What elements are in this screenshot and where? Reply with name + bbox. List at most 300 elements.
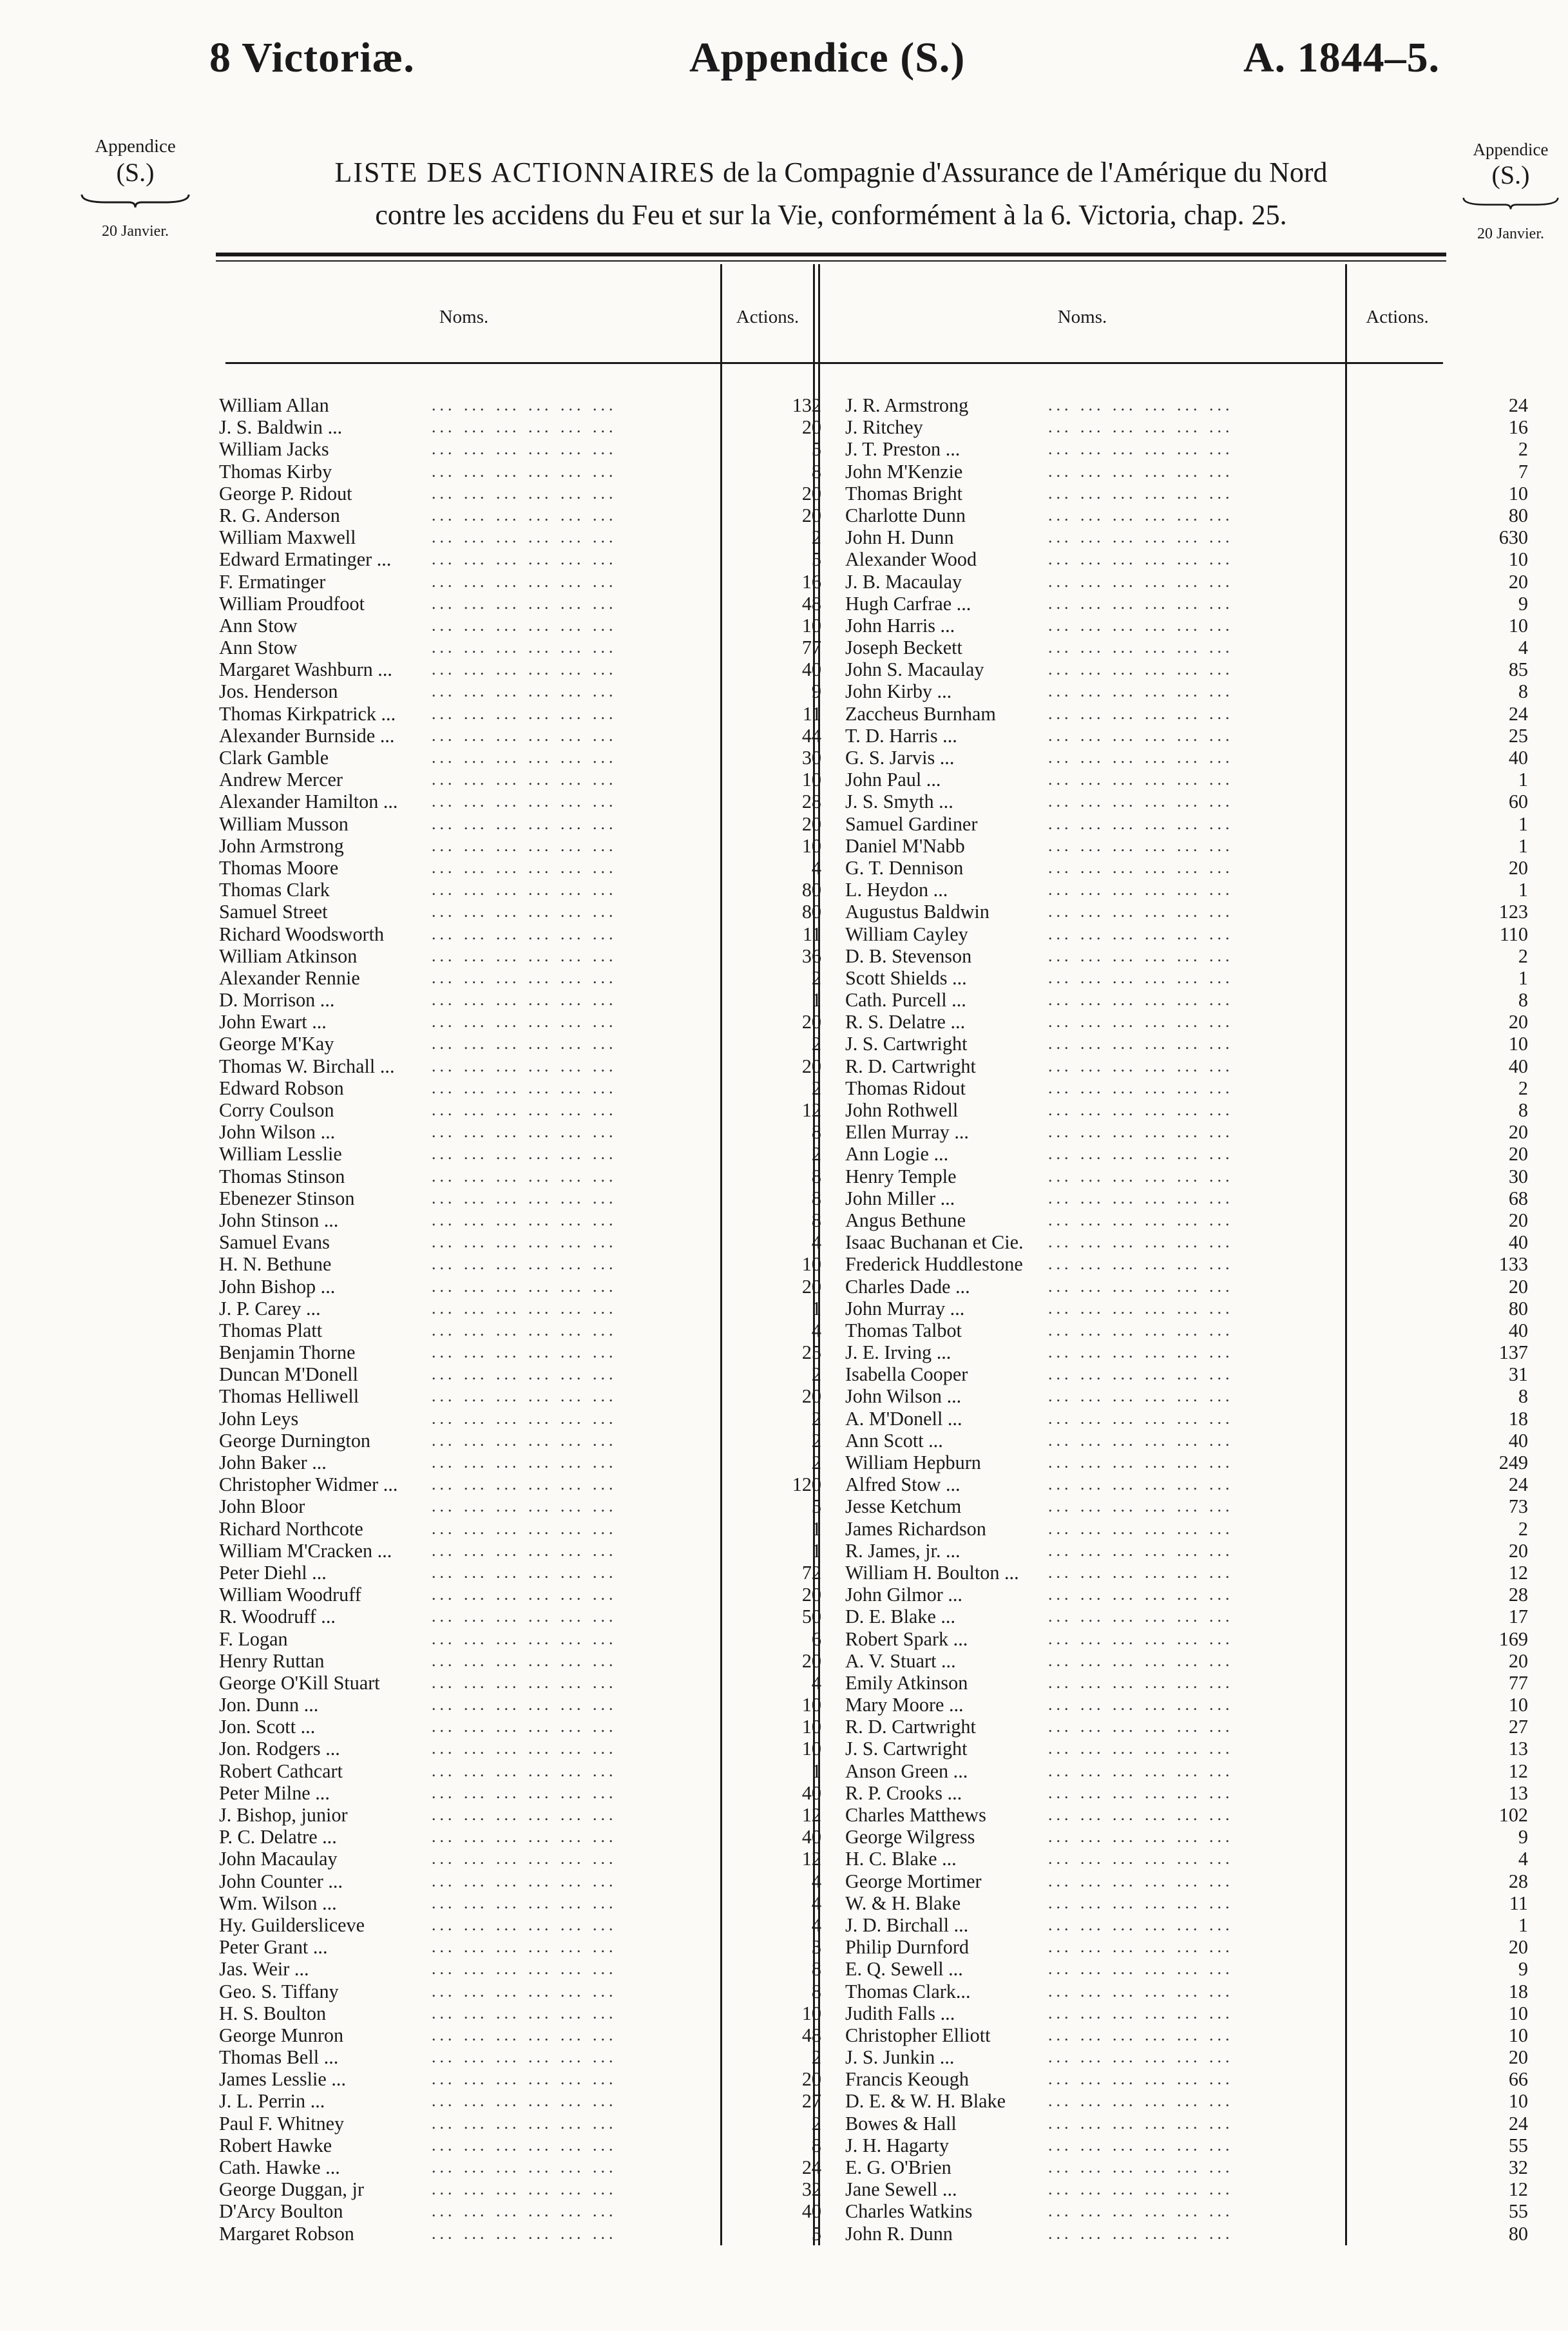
table-row <box>845 1672 1541 1694</box>
shareholder-name: J. R. Armstrong <box>845 394 969 416</box>
table-row <box>219 1452 831 1473</box>
table-row <box>845 571 1541 593</box>
share-count: 10 <box>801 2002 821 2024</box>
shareholder-name: Thomas W. Birchall ... <box>219 1055 395 1077</box>
table-row <box>845 394 1541 416</box>
share-count: 20 <box>1508 2046 1528 2069</box>
leader-dots: ... ... ... ... ... ... <box>432 1166 617 1185</box>
leader-dots: ... ... ... ... ... ... <box>1048 1915 1234 1934</box>
shareholder-name: D. E. Blake ... <box>845 1606 956 1628</box>
leader-dots: ... ... ... ... ... ... <box>1048 1320 1234 1339</box>
leader-dots: ... ... ... ... ... ... <box>432 1298 617 1318</box>
table-row <box>219 1672 831 1694</box>
leader-dots: ... ... ... ... ... ... <box>1048 439 1234 459</box>
share-count: 5 <box>811 2222 821 2245</box>
table-row <box>845 1363 1541 1385</box>
shareholder-name: Jane Sewell ... <box>845 2178 957 2201</box>
table-row <box>845 1760 1541 1782</box>
share-count: 11 <box>802 702 821 725</box>
shareholder-name: J. E. Irving ... <box>845 1341 951 1364</box>
leader-dots: ... ... ... ... ... ... <box>432 2069 617 2089</box>
table-row <box>219 1298 831 1319</box>
leader-dots: ... ... ... ... ... ... <box>432 1144 617 1164</box>
shareholder-name: John Macaulay <box>219 1848 338 1870</box>
table-row <box>845 1121 1541 1143</box>
share-count: 18 <box>1508 1407 1528 1430</box>
leader-dots: ... ... ... ... ... ... <box>1048 1144 1234 1164</box>
table-row <box>845 769 1541 791</box>
leader-dots: ... ... ... ... ... ... <box>432 1254 617 1274</box>
table-row <box>845 1298 1541 1319</box>
shareholder-name: Thomas Bell ... <box>219 2046 339 2069</box>
share-count: 7 <box>1518 460 1528 483</box>
share-count: 25 <box>801 1341 821 1364</box>
leader-dots: ... ... ... ... ... ... <box>1048 1562 1234 1582</box>
shareholder-name: Mary Moore ... <box>845 1694 964 1716</box>
shareholder-name: William H. Boulton ... <box>845 1561 1019 1584</box>
leader-dots: ... ... ... ... ... ... <box>1048 1519 1234 1538</box>
leader-dots: ... ... ... ... ... ... <box>1048 550 1234 569</box>
leader-dots: ... ... ... ... ... ... <box>1048 748 1234 767</box>
leader-dots: ... ... ... ... ... ... <box>1048 704 1234 723</box>
table-row <box>219 1782 831 1804</box>
table-row <box>219 1473 831 1495</box>
share-count: 80 <box>801 879 821 901</box>
share-count: 40 <box>801 658 821 681</box>
shareholder-name: John Bloor <box>219 1495 305 1518</box>
shareholder-name: J. Bishop, junior <box>219 1804 348 1826</box>
leader-dots: ... ... ... ... ... ... <box>1048 638 1234 657</box>
leader-dots: ... ... ... ... ... ... <box>432 1475 617 1494</box>
share-count: 55 <box>1508 2200 1528 2223</box>
shareholder-name: Henry Ruttan <box>219 1649 325 1672</box>
leader-dots: ... ... ... ... ... ... <box>1048 483 1234 503</box>
leader-dots: ... ... ... ... ... ... <box>1048 770 1234 789</box>
share-count: 1 <box>1518 834 1528 857</box>
share-count: 9 <box>1518 1958 1528 1981</box>
shareholder-name: Margaret Robson <box>219 2222 354 2245</box>
leader-dots: ... ... ... ... ... ... <box>432 439 617 459</box>
table-row <box>219 548 831 570</box>
leader-dots: ... ... ... ... ... ... <box>1048 1233 1234 1252</box>
table-row <box>219 1099 831 1121</box>
shareholder-name: Christopher Elliott <box>845 2024 991 2046</box>
leader-dots: ... ... ... ... ... ... <box>1048 1365 1234 1384</box>
leader-dots: ... ... ... ... ... ... <box>1048 1408 1234 1428</box>
leader-dots: ... ... ... ... ... ... <box>432 483 617 503</box>
share-count: 40 <box>801 2200 821 2223</box>
share-count: 20 <box>1508 1121 1528 1144</box>
table-row <box>845 658 1541 680</box>
leader-dots: ... ... ... ... ... ... <box>432 396 617 414</box>
shareholder-name: Corry Coulson <box>219 1099 334 1121</box>
leader-dots: ... ... ... ... ... ... <box>1048 615 1234 635</box>
table-row <box>845 1848 1541 1870</box>
leader-dots: ... ... ... ... ... ... <box>1048 1827 1234 1847</box>
table-row <box>845 1694 1541 1716</box>
leader-dots: ... ... ... ... ... ... <box>432 2048 617 2067</box>
leader-dots: ... ... ... ... ... ... <box>1048 814 1234 833</box>
shareholder-name: A. V. Stuart ... <box>845 1649 956 1672</box>
leader-dots: ... ... ... ... ... ... <box>1048 725 1234 745</box>
shareholder-name: Peter Diehl ... <box>219 1561 327 1584</box>
shareholder-name: Isabella Cooper <box>845 1363 968 1386</box>
leader-dots: ... ... ... ... ... ... <box>1048 2113 1234 2133</box>
leader-dots: ... ... ... ... ... ... <box>432 2223 617 2243</box>
share-count: 1 <box>811 1517 821 1540</box>
leader-dots: ... ... ... ... ... ... <box>1048 1959 1234 1979</box>
shareholder-name: Charlotte Dunn <box>845 504 966 526</box>
table-row <box>845 1077 1541 1099</box>
table-row <box>845 1033 1541 1055</box>
shareholder-name: William Atkinson <box>219 945 358 967</box>
shareholder-name: Thomas Moore <box>219 856 339 879</box>
share-count: 12 <box>1508 1561 1528 1584</box>
share-count: 11 <box>1509 1892 1528 1914</box>
leader-dots: ... ... ... ... ... ... <box>432 638 617 657</box>
table-row <box>845 2068 1541 2090</box>
table-row <box>845 1276 1541 1298</box>
share-count: 120 <box>792 1473 821 1496</box>
shareholder-name: Thomas Platt <box>219 1319 323 1341</box>
share-count: 2 <box>811 1033 821 1055</box>
shareholder-name: Charles Watkins <box>845 2200 973 2223</box>
leader-dots: ... ... ... ... ... ... <box>1048 2003 1234 2022</box>
leader-dots: ... ... ... ... ... ... <box>432 792 617 811</box>
share-count: 20 <box>1508 1649 1528 1672</box>
table-row <box>845 747 1541 769</box>
share-count: 8 <box>811 460 821 483</box>
table-row <box>219 2068 831 2090</box>
leader-dots: ... ... ... ... ... ... <box>432 1034 617 1053</box>
leader-dots: ... ... ... ... ... ... <box>432 1519 617 1538</box>
share-count: 9 <box>1518 592 1528 615</box>
shareholder-name: William Hepburn <box>845 1452 981 1473</box>
leader-dots: ... ... ... ... ... ... <box>432 2003 617 2022</box>
shareholder-name: J. L. Perrin ... <box>219 2090 325 2113</box>
leader-dots: ... ... ... ... ... ... <box>1048 1937 1234 1957</box>
share-count: 9 <box>1518 1826 1528 1848</box>
leader-dots: ... ... ... ... ... ... <box>432 1827 617 1847</box>
share-count: 6 <box>811 1627 821 1650</box>
share-count: 32 <box>801 2178 821 2201</box>
shareholder-name: H. C. Blake ... <box>845 1848 957 1870</box>
leader-dots: ... ... ... ... ... ... <box>432 1276 617 1296</box>
shareholder-name: Paul F. Whitney <box>219 2112 345 2134</box>
leader-dots: ... ... ... ... ... ... <box>432 682 617 701</box>
shareholder-name: Jon. Scott ... <box>219 1716 316 1738</box>
leader-dots: ... ... ... ... ... ... <box>432 704 617 723</box>
shareholder-name: Thomas Kirby <box>219 460 332 483</box>
leader-dots: ... ... ... ... ... ... <box>432 902 617 921</box>
leader-dots: ... ... ... ... ... ... <box>432 1078 617 1097</box>
share-count: 20 <box>1508 1209 1528 1231</box>
share-count: 73 <box>1508 1495 1528 1518</box>
table-row <box>219 1166 831 1187</box>
leader-dots: ... ... ... ... ... ... <box>1048 2025 1234 2044</box>
share-count: 2 <box>811 1077 821 1099</box>
share-count: 2 <box>811 1429 821 1452</box>
share-count: 3 <box>811 1936 821 1959</box>
leader-dots: ... ... ... ... ... ... <box>432 2113 617 2133</box>
shareholder-name: William Allan <box>219 394 329 416</box>
share-count: 8 <box>811 1187 821 1209</box>
table-row <box>845 438 1541 460</box>
leader-dots: ... ... ... ... ... ... <box>432 2025 617 2044</box>
leader-dots: ... ... ... ... ... ... <box>1048 1475 1234 1494</box>
margin-label: Appendice <box>1473 140 1549 159</box>
table-row <box>845 1385 1541 1407</box>
table-row <box>219 769 831 791</box>
shareholder-name: R. S. Delatre ... <box>845 1011 966 1033</box>
share-count: 1 <box>811 1760 821 1782</box>
shareholder-name: Margaret Washburn ... <box>219 658 392 681</box>
leader-dots: ... ... ... ... ... ... <box>1048 417 1234 437</box>
table-row <box>219 2090 831 2112</box>
table-row <box>219 813 831 835</box>
shareholder-name: P. C. Delatre ... <box>219 1826 337 1848</box>
margin-date: 20 Janvier. <box>102 222 169 240</box>
shareholder-name: Emily Atkinson <box>845 1671 968 1694</box>
share-count: 72 <box>801 1561 821 1584</box>
shareholder-name: Alexander Rennie <box>219 966 360 989</box>
table-row <box>219 1077 831 1099</box>
share-count: 20 <box>1508 570 1528 593</box>
shareholder-name: D. E. & W. H. Blake <box>845 2090 1006 2113</box>
share-count: 4 <box>1518 1848 1528 1870</box>
table-row <box>219 901 831 923</box>
shareholder-name: Thomas Kirkpatrick ... <box>219 702 396 725</box>
table-row <box>219 1716 831 1738</box>
shareholder-name: E. G. O'Brien <box>845 2156 951 2178</box>
share-count: 10 <box>1508 2024 1528 2046</box>
leader-dots: ... ... ... ... ... ... <box>432 946 617 965</box>
table-row <box>219 1694 831 1716</box>
table-row <box>845 2046 1541 2068</box>
share-count: 25 <box>1508 724 1528 747</box>
leader-dots: ... ... ... ... ... ... <box>1048 396 1234 414</box>
margin-appendix-letter: (S.) <box>1491 160 1530 189</box>
table-row <box>219 1628 831 1650</box>
table-row <box>845 2156 1541 2178</box>
share-count: 2 <box>811 2046 821 2069</box>
table-row <box>845 1584 1541 1606</box>
leader-dots: ... ... ... ... ... ... <box>432 990 617 1010</box>
table-row <box>845 1495 1541 1517</box>
leader-dots: ... ... ... ... ... ... <box>1048 2223 1234 2243</box>
shareholder-name: Duncan M'Donell <box>219 1363 358 1386</box>
shareholder-name: A. M'Donell ... <box>845 1407 962 1430</box>
table-row <box>219 593 831 615</box>
share-count: 5 <box>811 548 821 571</box>
table-row <box>845 901 1541 923</box>
shareholder-name: Christopher Widmer ... <box>219 1473 398 1496</box>
share-count: 27 <box>801 2090 821 2113</box>
leader-dots: ... ... ... ... ... ... <box>432 2158 617 2176</box>
table-row <box>845 1981 1541 2002</box>
share-count: 4 <box>811 1870 821 1892</box>
table-row <box>219 1253 831 1275</box>
table-row <box>845 813 1541 835</box>
leader-dots: ... ... ... ... ... ... <box>1048 880 1234 899</box>
table-row <box>219 416 831 438</box>
shareholder-name: Thomas Helliwell <box>219 1385 359 1408</box>
shareholder-name: Jon. Dunn ... <box>219 1694 319 1716</box>
leader-dots: ... ... ... ... ... ... <box>1048 1893 1234 1912</box>
table-row <box>219 1055 831 1077</box>
leader-dots: ... ... ... ... ... ... <box>432 1056 617 1075</box>
share-count: 4 <box>811 1231 821 1254</box>
share-count: 10 <box>801 769 821 791</box>
table-row <box>219 461 831 483</box>
leader-dots: ... ... ... ... ... ... <box>432 550 617 569</box>
shareholder-name: William Maxwell <box>219 526 356 549</box>
table-row <box>845 1738 1541 1760</box>
margin-label: Appendice <box>95 136 176 157</box>
header-names-right: Noms. <box>1057 307 1107 327</box>
shareholder-name: Hugh Carfrae ... <box>845 592 971 615</box>
leader-dots: ... ... ... ... ... ... <box>1048 946 1234 965</box>
leader-dots: ... ... ... ... ... ... <box>1048 593 1234 613</box>
table-row <box>845 1341 1541 1363</box>
leader-dots: ... ... ... ... ... ... <box>432 1805 617 1824</box>
table-row <box>219 1319 831 1341</box>
shareholder-name: Peter Milne ... <box>219 1781 330 1804</box>
leader-dots: ... ... ... ... ... ... <box>432 1717 617 1736</box>
title-lead: LISTE DES ACTIONNAIRES <box>334 157 716 188</box>
table-row <box>845 2024 1541 2046</box>
leader-dots: ... ... ... ... ... ... <box>432 858 617 877</box>
table-row <box>219 637 831 658</box>
share-count: 13 <box>1508 1738 1528 1760</box>
leader-dots: ... ... ... ... ... ... <box>1048 836 1234 855</box>
margin-note-right <box>1456 140 1565 242</box>
leader-dots: ... ... ... ... ... ... <box>1048 1298 1234 1318</box>
leader-dots: ... ... ... ... ... ... <box>432 1408 617 1428</box>
share-count: 10 <box>1508 2002 1528 2024</box>
leader-dots: ... ... ... ... ... ... <box>1048 1629 1234 1648</box>
share-count: 10 <box>1508 1033 1528 1055</box>
table-row <box>845 1011 1541 1033</box>
table-row <box>845 1408 1541 1430</box>
shareholder-name: F. Logan <box>219 1627 288 1650</box>
leader-dots: ... ... ... ... ... ... <box>1048 858 1234 877</box>
leader-dots: ... ... ... ... ... ... <box>1048 1276 1234 1296</box>
leader-dots: ... ... ... ... ... ... <box>1048 1100 1234 1119</box>
table-row <box>219 1584 831 1606</box>
leader-dots: ... ... ... ... ... ... <box>432 1849 617 1868</box>
table-row <box>845 1826 1541 1848</box>
share-count: 5 <box>811 438 821 461</box>
table-row <box>219 1011 831 1033</box>
share-count: 123 <box>1498 901 1528 923</box>
shareholder-name: Jesse Ketchum <box>845 1495 962 1518</box>
share-count: 20 <box>1508 1539 1528 1562</box>
table-row <box>219 1518 831 1540</box>
leader-dots: ... ... ... ... ... ... <box>432 1320 617 1339</box>
table-row <box>845 2178 1541 2200</box>
shareholder-name: George Duggan, jr <box>219 2178 364 2201</box>
shareholder-name: Cath. Purcell ... <box>845 989 966 1012</box>
leader-dots: ... ... ... ... ... ... <box>432 1453 617 1472</box>
share-count: 12 <box>1508 2178 1528 2201</box>
leader-dots: ... ... ... ... ... ... <box>1048 660 1234 679</box>
shareholder-name: J. S. Cartwright <box>845 1738 968 1760</box>
table-row <box>219 1143 831 1165</box>
share-count: 24 <box>1508 702 1528 725</box>
table-row <box>219 1385 831 1407</box>
shareholder-name: J. S. Cartwright <box>845 1033 968 1055</box>
share-count: 28 <box>801 791 821 813</box>
share-count: 1 <box>1518 769 1528 791</box>
right-table-body <box>845 394 1541 2245</box>
table-row <box>845 835 1541 857</box>
share-count: 8 <box>1518 1385 1528 1408</box>
shareholder-name: John Kirby ... <box>845 680 952 703</box>
table-row <box>219 1341 831 1363</box>
leader-dots: ... ... ... ... ... ... <box>1048 1453 1234 1472</box>
table-row <box>219 2200 831 2222</box>
leader-dots: ... ... ... ... ... ... <box>432 1695 617 1714</box>
shareholder-name: Zaccheus Burnham <box>845 702 996 725</box>
table-row <box>845 1166 1541 1187</box>
leader-dots: ... ... ... ... ... ... <box>432 814 617 833</box>
shareholder-name: W. & H. Blake <box>845 1892 961 1914</box>
table-row <box>219 1848 831 1870</box>
share-count: 10 <box>801 834 821 857</box>
shareholder-name: Robert Spark ... <box>845 1627 968 1650</box>
shareholder-name: Thomas Clark <box>219 879 330 901</box>
share-count: 1 <box>811 1539 821 1562</box>
share-count: 2 <box>811 526 821 549</box>
share-count: 10 <box>1508 1694 1528 1716</box>
leader-dots: ... ... ... ... ... ... <box>1048 2202 1234 2221</box>
leader-dots: ... ... ... ... ... ... <box>1048 792 1234 811</box>
left-table-body <box>219 394 831 2245</box>
share-count: 77 <box>1508 1671 1528 1694</box>
leader-dots: ... ... ... ... ... ... <box>1048 2180 1234 2199</box>
share-count: 8 <box>811 2134 821 2156</box>
share-count: 11 <box>802 923 821 945</box>
share-count: 8 <box>1518 989 1528 1012</box>
shareholder-name: William Jacks <box>219 438 329 461</box>
header-names-left: Noms. <box>439 307 489 327</box>
leader-dots: ... ... ... ... ... ... <box>432 1607 617 1626</box>
shareholder-name: Isaac Buchanan et Cie. <box>845 1231 1024 1254</box>
table-row <box>845 1562 1541 1584</box>
share-count: 2 <box>1518 945 1528 967</box>
table-row <box>219 1914 831 1936</box>
share-count: 80 <box>1508 2222 1528 2245</box>
shareholder-name: R. Woodruff ... <box>219 1606 336 1628</box>
shareholder-name: George P. Ridout <box>219 482 352 504</box>
table-row <box>219 1562 831 1584</box>
table-row <box>219 1826 831 1848</box>
share-count: 2 <box>811 1143 821 1166</box>
share-count: 20 <box>801 482 821 504</box>
share-count: 85 <box>1508 658 1528 681</box>
share-count: 20 <box>801 1649 821 1672</box>
share-count: 2 <box>1518 1517 1528 1540</box>
leader-dots: ... ... ... ... ... ... <box>432 1233 617 1252</box>
table-row <box>219 857 831 879</box>
share-count: 10 <box>1508 548 1528 571</box>
table-row <box>845 1606 1541 1627</box>
shareholder-name: James Lesslie ... <box>219 2068 347 2091</box>
table-row <box>845 1892 1541 1914</box>
table-row <box>845 1716 1541 1738</box>
share-count: 10 <box>1508 2090 1528 2113</box>
